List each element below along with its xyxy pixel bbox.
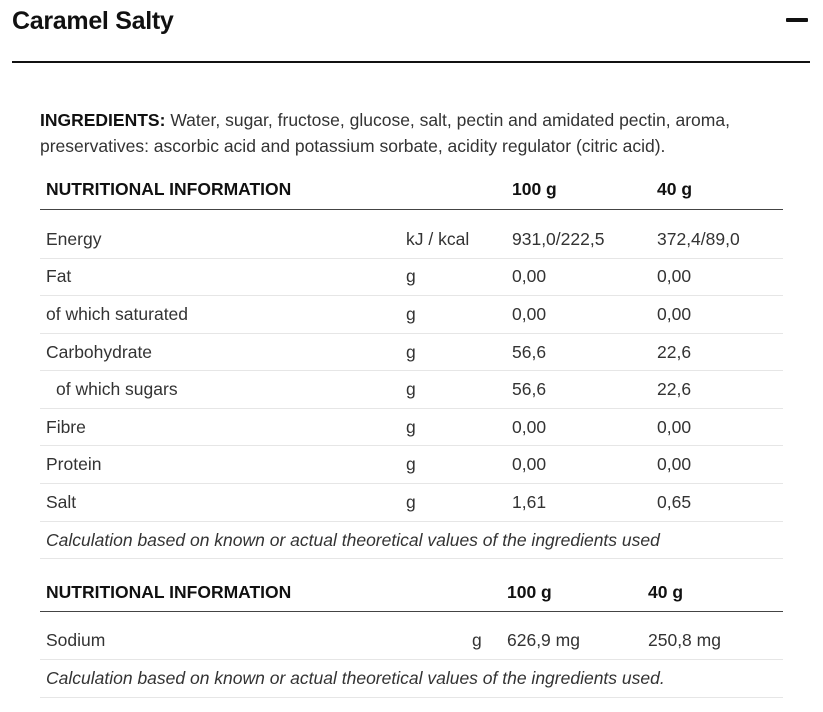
table-row <box>40 295 783 334</box>
nutrient-unit: g <box>406 342 416 362</box>
table1-header-row <box>40 179 783 210</box>
table-row <box>40 370 783 409</box>
nutrient-unit: g <box>472 630 482 650</box>
nutrient-name: Carbohydrate <box>46 342 153 362</box>
table-row <box>40 333 783 371</box>
nutrient-name: Fat <box>46 266 72 286</box>
nutrient-name: of which sugars <box>56 379 178 399</box>
ingredients-text: Water, sugar, fructose, glucose, salt, pectin and amidated pectin, aroma, preservatives: ascorbic acid and potassium sorbate, acidity regulator (citric acid). <box>40 110 730 156</box>
table1-note-row <box>40 521 783 559</box>
value-per-100g: 0,00 <box>512 304 547 324</box>
value-per-100g: 931,0/222,5 <box>512 229 605 249</box>
section-header[interactable] <box>0 0 823 64</box>
table-row <box>40 408 783 446</box>
nutrient-unit: g <box>406 266 416 286</box>
value-per-40g: 372,4/89,0 <box>657 229 740 249</box>
nutrient-unit: kJ / kcal <box>406 229 470 249</box>
table-row <box>40 445 783 484</box>
nutrient-name: Fibre <box>46 417 86 437</box>
nutrient-name: Energy <box>46 229 102 249</box>
value-per-40g: 22,6 <box>657 379 692 399</box>
table-row <box>40 611 783 660</box>
nutrient-unit: g <box>406 454 416 474</box>
nutrient-name: Sodium <box>46 630 106 650</box>
value-per-100g: 1,61 <box>512 492 547 512</box>
value-per-40g: 0,00 <box>657 417 692 437</box>
nutrient-name: Protein <box>46 454 102 474</box>
table-row <box>40 258 783 296</box>
value-per-100g: 0,00 <box>512 417 547 437</box>
table2-header-row <box>40 582 783 612</box>
collapse-minus-icon[interactable] <box>786 18 808 24</box>
nutrient-unit: g <box>406 379 416 399</box>
value-per-40g: 0,00 <box>657 266 692 286</box>
header-divider <box>12 61 810 63</box>
minus-bar <box>786 18 808 22</box>
value-per-100g: 0,00 <box>512 266 547 286</box>
value-per-100g: 0,00 <box>512 454 547 474</box>
table-row <box>40 209 783 259</box>
nutrient-unit: g <box>406 304 416 324</box>
table2-note-row <box>40 659 783 698</box>
value-per-40g: 0,00 <box>657 304 692 324</box>
table2-header-name: NUTRITIONAL INFORMATION <box>46 582 292 602</box>
nutrient-name: Salt <box>46 492 77 512</box>
nutrient-unit: g <box>406 417 416 437</box>
table2-header-100g: 100 g <box>507 582 552 602</box>
table-row <box>40 483 783 522</box>
ingredients-paragraph <box>40 107 800 159</box>
value-per-100g: 626,9 mg <box>507 630 580 650</box>
value-per-40g: 250,8 mg <box>648 630 721 650</box>
nutrient-unit: g <box>406 492 416 512</box>
table1-header-100g: 100 g <box>512 179 557 199</box>
value-per-40g: 22,6 <box>657 342 692 362</box>
table2-header-40g: 40 g <box>648 582 684 602</box>
value-per-100g: 56,6 <box>512 379 547 399</box>
value-per-100g: 56,6 <box>512 342 547 362</box>
value-per-40g: 0,00 <box>657 454 692 474</box>
calculation-note: Calculation based on known or actual theoretical values of the ingredients used. <box>46 668 665 688</box>
table1-header-40g: 40 g <box>657 179 693 199</box>
calculation-note: Calculation based on known or actual theoretical values of the ingredients used <box>46 530 660 550</box>
table1-header-name: NUTRITIONAL INFORMATION <box>46 179 292 199</box>
product-title: Caramel Salty <box>12 7 174 35</box>
value-per-40g: 0,65 <box>657 492 692 512</box>
nutrient-name: of which saturated <box>46 304 189 324</box>
ingredients-label: INGREDIENTS: <box>40 110 166 130</box>
